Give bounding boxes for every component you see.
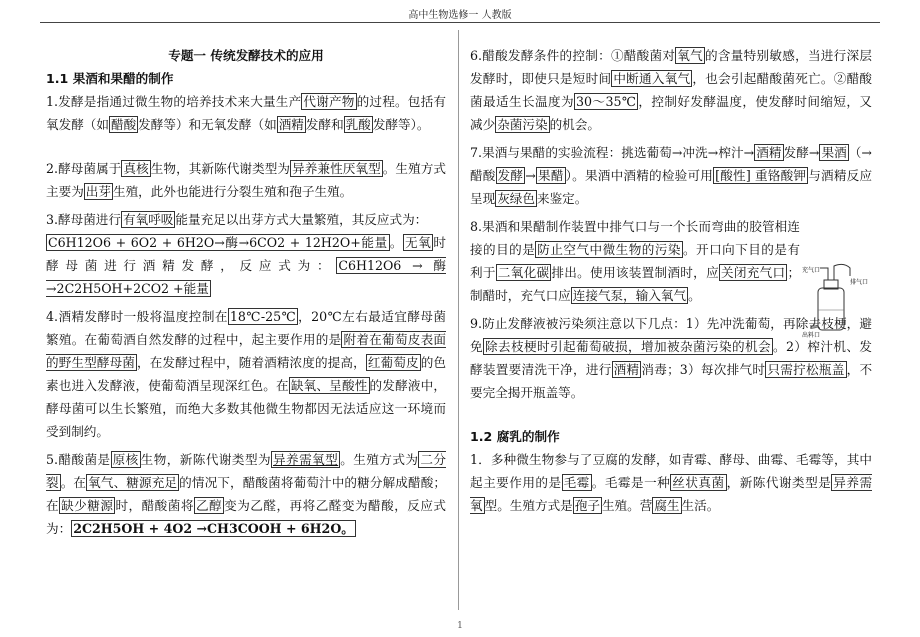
inlet-label: 充气口	[802, 267, 821, 274]
topic-title: 专题一 传统发酵技术的应用	[168, 48, 324, 63]
outlet-label: 排气口	[850, 279, 869, 286]
fermentation-apparatus-diagram	[800, 262, 880, 340]
paragraph-4: 4.酒精发酵时一般将温度控制在 18℃-25℃ ，20℃左右最适宜酵母菌繁殖。在葡萄酒自然发酵的过程中，起主要作用的是 附着在葡萄皮表面的野生型酵母菌 ，在发酵过程中，随着酒精浓度的提高， 红葡萄皮 的色素也进入发酵液，使葡萄酒呈现深红色。在 缺氧、呈酸性 的发酵液中，酵母菌可以生长繁殖，而绝大多数其他微生物都因无法适应这一环境而受到制约。	[46, 309, 447, 439]
paragraph-7: 7.果酒与果醋的实验流程：挑选葡萄→冲洗→榨汁→ 酒精 发酵→ 果酒 （→醋酸 发酵 → 果醋 ）。果酒中酒精的检验可用 [酸性] 重铬酸钾 与酒精反应呈现 灰绿色 来鉴定。	[470, 145, 873, 206]
page-header	[0, 6, 920, 21]
paragraph-10: 1．多种微生物参与了豆腐的发酵，如青霉、酵母、曲霉、毛霉等，其中起主要作用的是 毛霉 。毛霉是一种 丝状真菌 ，新陈代谢类型是 异养需氧 型。生殖方式是 孢子 生殖。营 腐生 生活。	[470, 452, 873, 513]
page-number: 1	[457, 621, 463, 631]
paragraph-1: 1.发酵是指通过微生物的培养技术来大量生产 代谢产物 的过程。包括有氧发酵（如 醋酸 发酵等）和无氧发酵（如 酒精 发酵和 乳酸 发酵等）。	[46, 94, 446, 132]
left-column	[46, 44, 446, 545]
section-2-title: 1.2 腐乳的制作	[470, 429, 560, 444]
paragraph-8: 8.果酒和果醋制作装置中排气口与一个长而弯曲的胶管相连接的目的是 防止空气中微生物的污染 。开口向下目的是有利于 二氧化碳 排出。使用该装置制酒时，应 关闭充气口 ；制醋时，充气口应 连接气泵，输入氧气 。	[470, 219, 801, 303]
header-rule	[40, 22, 880, 23]
paragraph-3: 3.酵母菌进行 有氧呼吸 能量充足以出芽方式大量繁殖，其反应式为： C6H12O6 + 6O2 + 6H2O→酶→6CO2 + 12H2O+能量 。 无氧 时酵母菌进行酒精发酵，反应式为： C6H12O6 → 酶 →2C2H5OH+2CO2 +能量	[46, 212, 447, 296]
paragraph-9: 9.防止发酵液被污染须注意以下几点：1）先冲洗葡萄，再除去枝梗，避免 除去枝梗时引起葡萄破损，增加被杂菌污染的机会 。2）榨汁机、发酵装置要清洗干净，进行 酒精 消毒；3）每次排气时 只需拧松瓶盖 ，不要完全揭开瓶盖等。	[470, 316, 873, 400]
column-divider	[458, 30, 459, 610]
paragraph-5: 5.醋酸菌是 原核 生物，新陈代谢类型为 异养需氧型 。生殖方式为 二分裂 。在 氧气、糖源充足 的情况下，醋酸菌将葡萄汁中的糖分解成醋酸；在 缺少糖源 时，醋酸菌将 乙醇 变为乙醛，再将乙醛变为醋酸，反应式为： 2C2H5OH + 4O2 →CH3COOH + 6H2O。	[46, 452, 447, 536]
paragraph-6: 6.醋酸发酵条件的控制：①醋酸菌对 氧气 的含量特别敏感，当进行深层发酵时，即使只是短时间 中断通入氧气 ，也会引起醋酸菌死亡。②醋酸菌最适生长温度为 30～35℃ ，控制好发酵温度，使发酵时间缩短，又减少 杂菌污染 的机会。	[470, 48, 873, 132]
header-title: 高中生物选修一 人教版	[408, 10, 512, 21]
paragraph-2: 2.酵母菌属于 真核 生物，其新陈代谢类型为 异养兼性厌氧型 。生殖方式主要为 出芽 生殖，此外也能进行分裂生殖和孢子生殖。	[46, 161, 447, 199]
fermentation-equation: C6H12O6 → 酶 →2C2H5OH+2CO2 +能量	[46, 258, 446, 296]
outlet2-label: 出料口	[802, 332, 821, 339]
respiration-equation: C6H12O6 + 6O2 + 6H2O→酶→6CO2 + 12H2O+能量	[48, 235, 388, 250]
section-title: 1.1 果酒和果醋的制作	[46, 71, 174, 86]
